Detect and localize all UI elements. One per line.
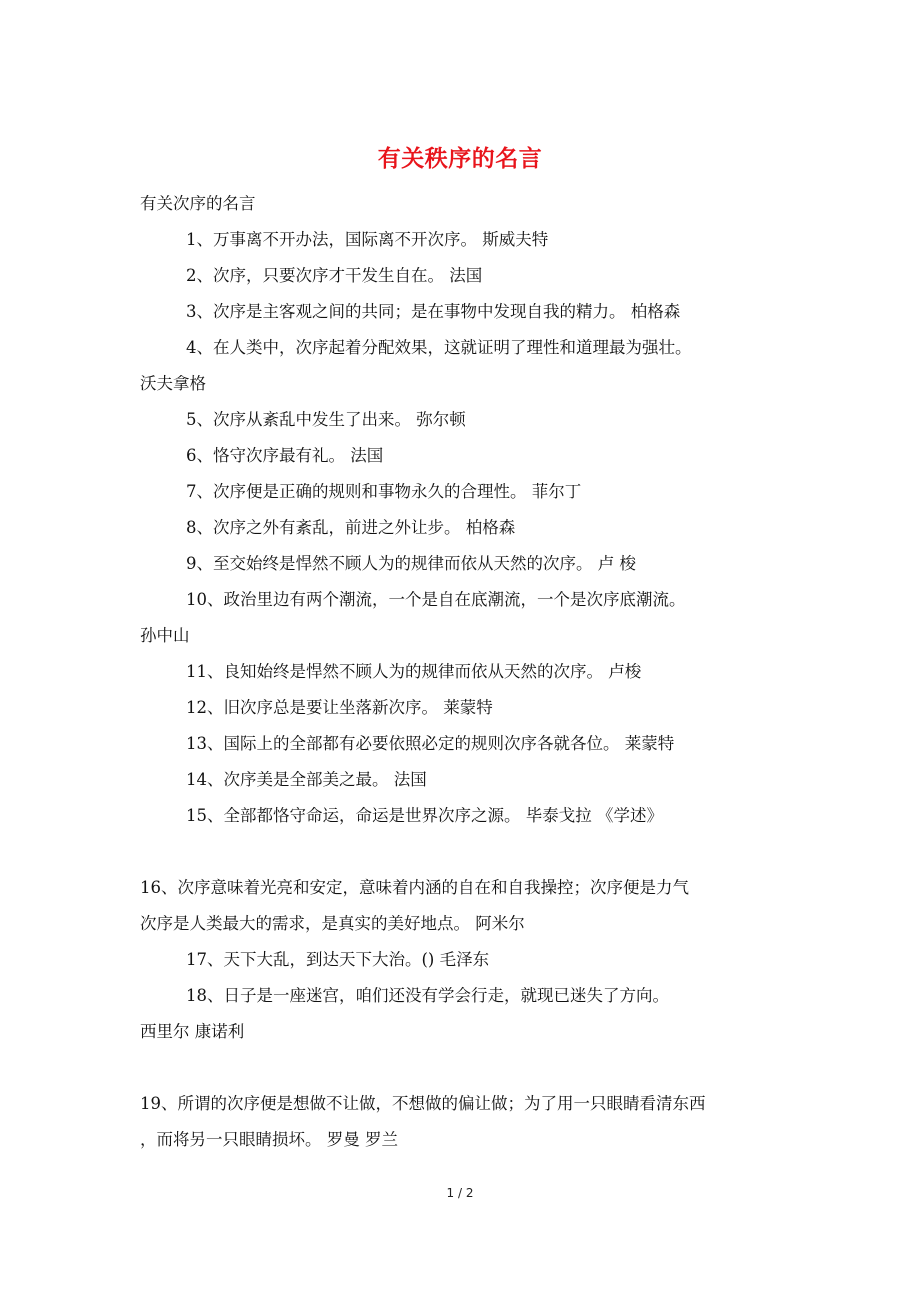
paragraph-gap xyxy=(140,834,780,870)
quote-line-continuation: 孙中山 xyxy=(140,626,190,645)
quote-line: 16、次序意味着光亮和安定，意味着内涵的自在和自我操控；次序便是力气 xyxy=(140,878,689,897)
section-heading: 有关次序的名言 xyxy=(140,194,256,213)
quote-line: 3、次序是主客观之间的共同；是在事物中发现自我的精力。 柏格森 xyxy=(186,302,681,321)
quote-line-continuation: 沃夫拿格 xyxy=(140,374,206,393)
quote-line: 1、万事离不开办法，国际离不开次序。 斯威夫特 xyxy=(186,230,549,249)
page-number: 1 / 2 xyxy=(446,1186,474,1200)
document-body xyxy=(140,186,780,1158)
quote-line: 2、次序，只要次序才干发生自在。 法国 xyxy=(186,266,483,285)
quote-line: 7、次序便是正确的规则和事物永久的合理性。 菲尔丁 xyxy=(186,482,582,501)
quote-line-continuation: ，而将另一只眼睛损坏。 罗曼 罗兰 xyxy=(140,1130,398,1149)
quote-line: 4、在人类中，次序起着分配效果，这就证明了理性和道理最为强壮。 xyxy=(186,338,692,357)
quote-line: 12、旧次序总是要让坐落新次序。 莱蒙特 xyxy=(186,698,493,717)
quote-line: 14、次序美是全部美之最。 法国 xyxy=(186,770,427,789)
quote-line: 5、次序从紊乱中发生了出来。 弥尔顿 xyxy=(186,410,466,429)
quote-line: 15、全部都恪守命运，命运是世界次序之源。 毕泰戈拉 《学述》 xyxy=(186,806,663,825)
quote-line-continuation: 西里尔 康诺利 xyxy=(140,1022,245,1041)
quote-line: 18、日子是一座迷宫，咱们还没有学会行走，就现已迷失了方向。 xyxy=(186,986,669,1005)
quote-line: 8、次序之外有紊乱，前进之外让步。 柏格森 xyxy=(186,518,516,537)
quote-line: 6、恪守次序最有礼。 法国 xyxy=(186,446,384,465)
quote-line: 11、良知始终是悍然不顾人为的规律而依从天然的次序。 卢梭 xyxy=(186,662,642,681)
quote-line: 19、所谓的次序便是想做不让做，不想做的偏让做；为了用一只眼睛看清东西 xyxy=(140,1094,706,1113)
quote-line-continuation: 次序是人类最大的需求，是真实的美好地点。 阿米尔 xyxy=(140,914,525,933)
quote-line: 10、政治里边有两个潮流，一个是自在底潮流，一个是次序底潮流。 xyxy=(186,590,686,609)
quote-line: 9、至交始终是悍然不顾人为的规律而依从天然的次序。 卢 梭 xyxy=(186,554,636,573)
quote-line: 17、天下大乱，到达天下大治。() 毛泽东 xyxy=(186,950,490,969)
quote-line: 13、国际上的全部都有必要依照必定的规则次序各就各位。 莱蒙特 xyxy=(186,734,675,753)
paragraph-gap xyxy=(140,1050,780,1086)
document-title: 有关秩序的名言 xyxy=(377,146,543,172)
